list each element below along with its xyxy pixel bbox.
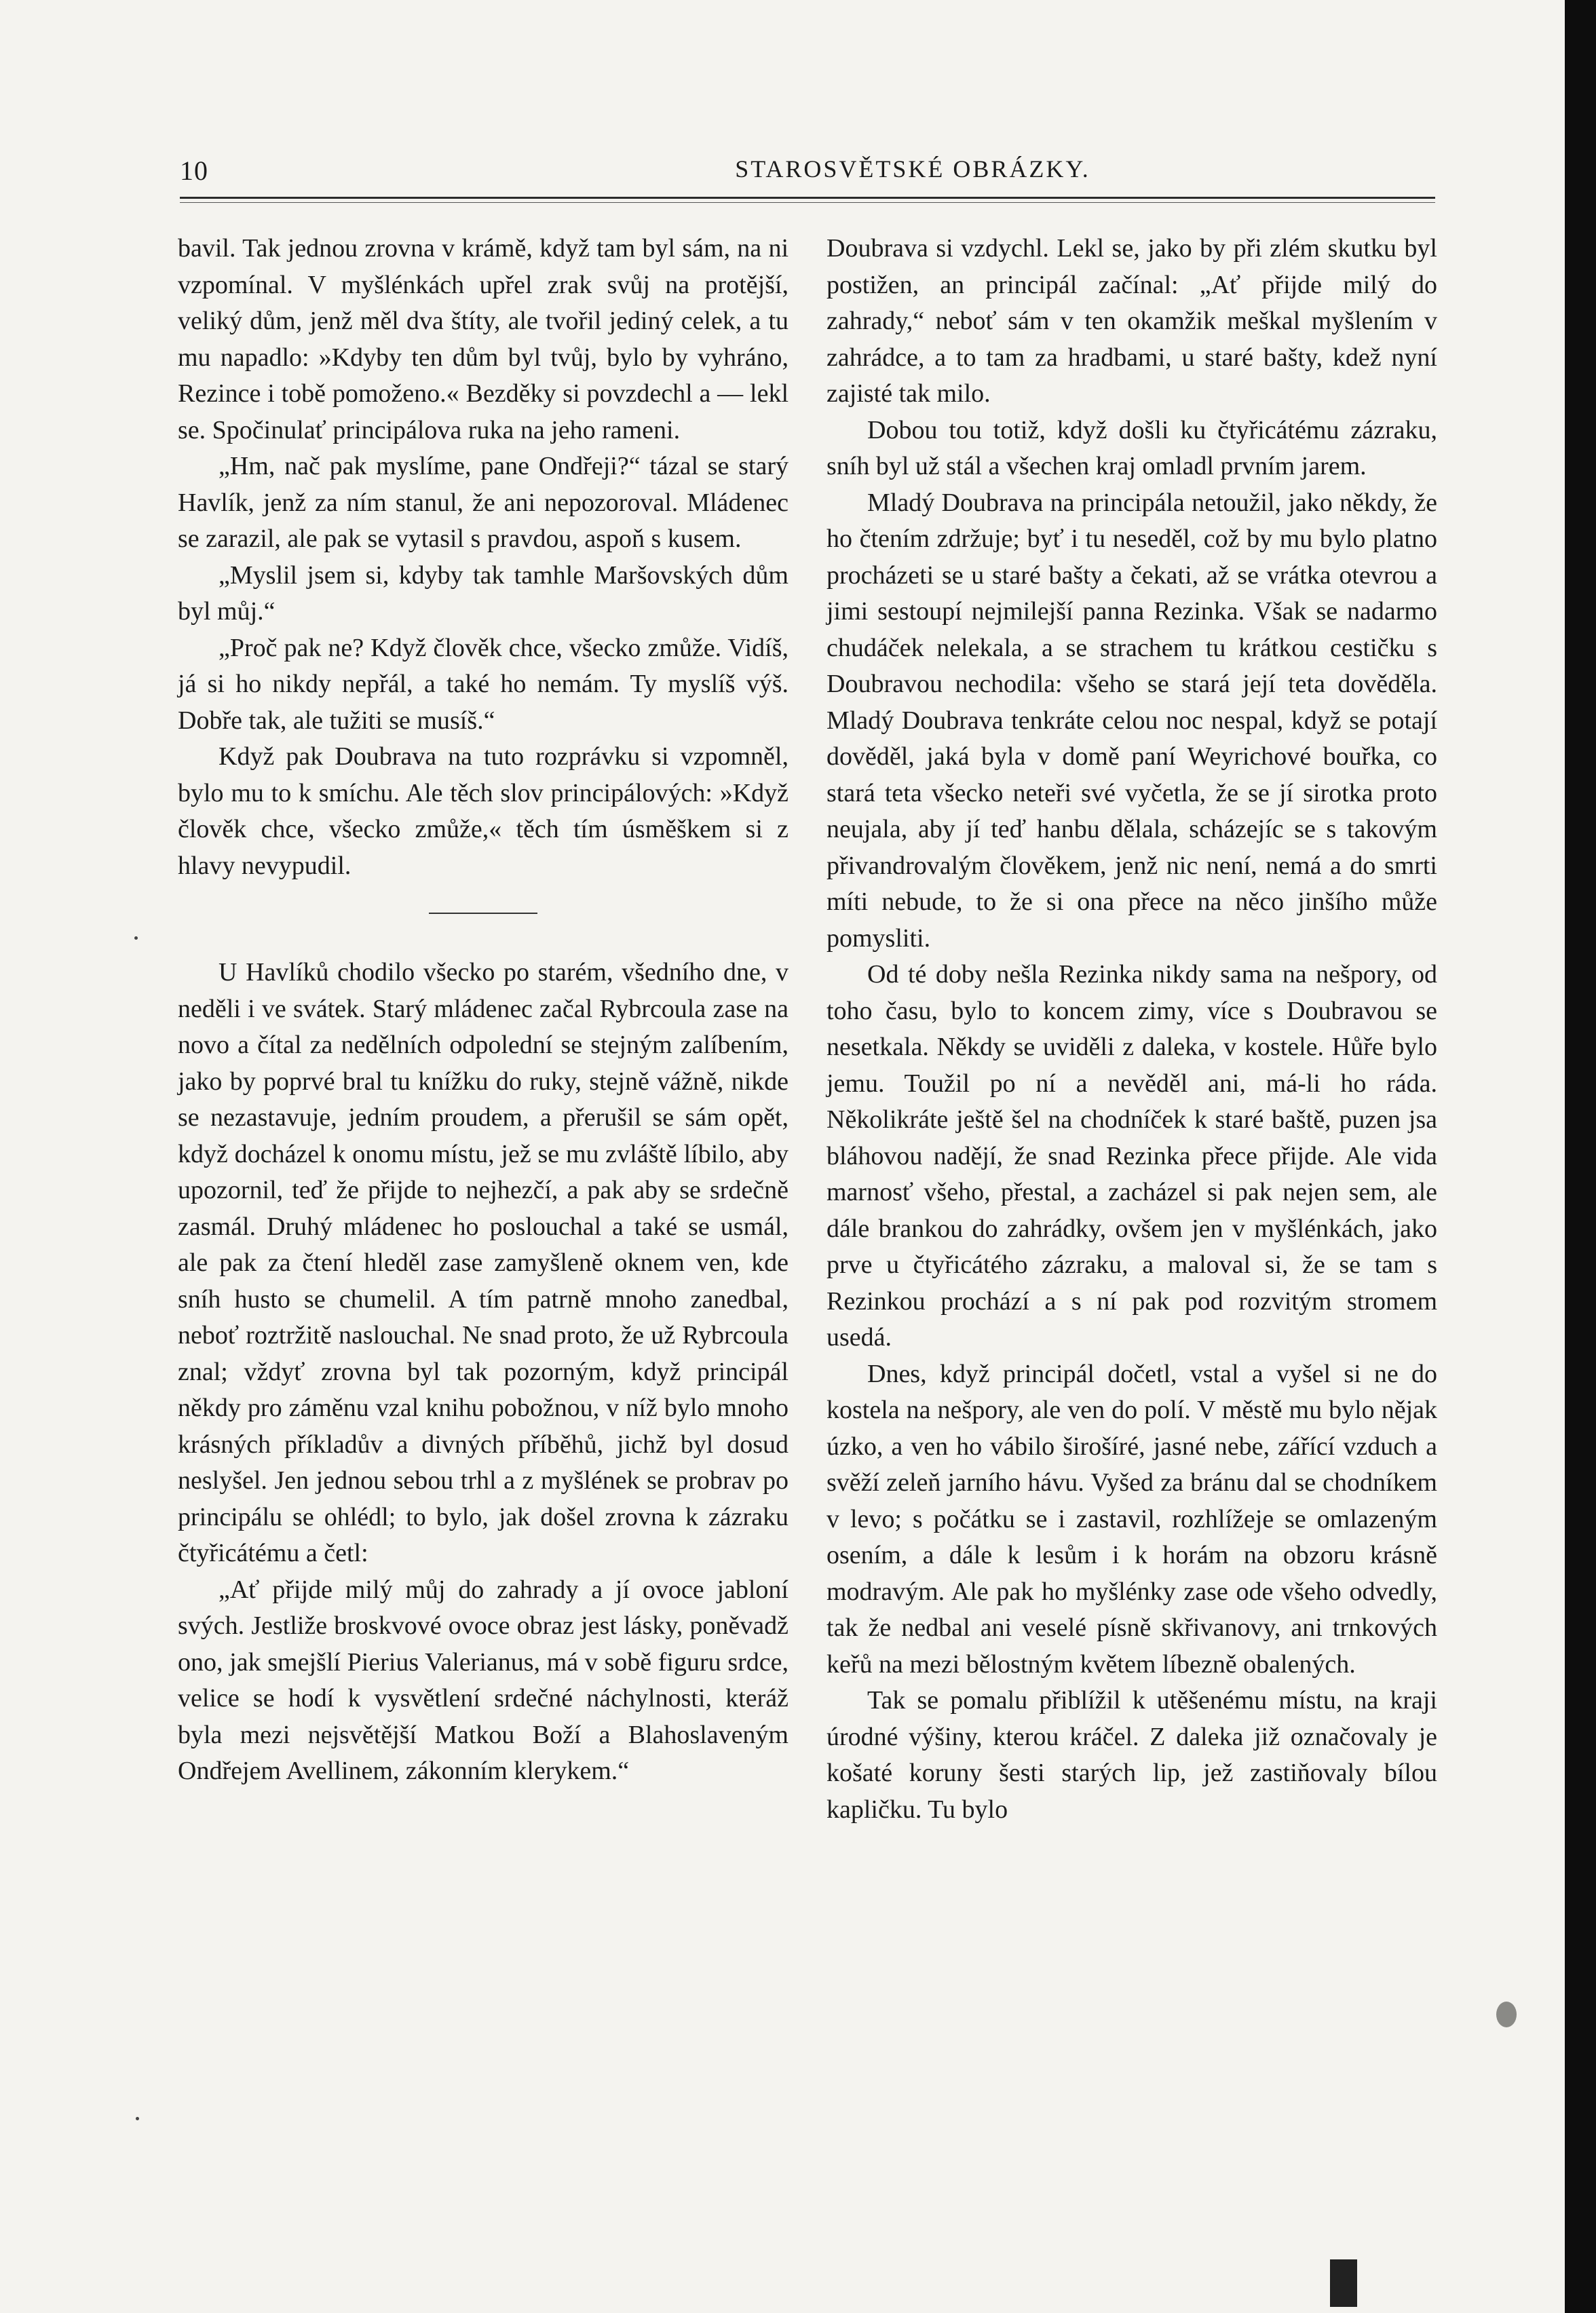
right-column — [826, 231, 1437, 1828]
section-divider — [429, 913, 537, 914]
paragraph: U Havlíků chodilo všecko po starém, všedního dne, v neděli i ve svátek. Starý mládenec začal Rybrcoula zase na novo a čítal za nedělních odpolední se stejným zalíbením, jako by poprvé bral tu knížku do ruky, stejně vážně, nikde se nezastavuje, jedním proudem, a přerušil se sám opět, když docházel k onomu místu, jež se mu zvláště líbilo, aby upozornil, teď že přijde to nejhezčí, a pak aby se srdečně zasmál. Druhý mládenec ho poslouchal a také se usmál, ale pak za čtení hleděl zase zamyšleně oknem ven, kde sníh husto se chumelil. A tím patrně mnoho zanedbal, neboť roztržitě naslouchal. Ne snad proto, že už Rybrcoula znal; vždyť zrovna byl tak pozorným, když principál někdy pro záměnu vzal knihu pobožnou, v níž bylo mnoho krásných příkladův a divných příběhů, jichž byl dosud neslyšel. Jen jednou sebou trhl a z myšlének se probrav po principálu se ohlédl; to bylo, jak došel zrovna k zázraku čtyřicátému a četl: — [178, 958, 788, 1567]
paragraph: bavil. Tak jednou zrovna v krámě, když tam byl sám, na ni vzpomínal. V myšlénkách upřel zrak svůj na protější, veliký dům, jenž měl dva štíty, ale tvořil jediný celek, a tu mu napadlo: »Kdyby ten dům byl tvůj, bylo by vyhráno, Rezince i tobě pomoženo.« Bezděky si povzdechl a — lekl se. Spočinulať principálova ruka na jeho rameni. — [178, 234, 788, 444]
paragraph: „Myslil jsem si, kdyby tak tamhle Maršovských dům byl můj.“ — [178, 560, 788, 626]
running-title: STAROSVĚTSKÉ OBRÁZKY. — [735, 155, 1090, 183]
paragraph: Od té doby nešla Rezinka nikdy sama na nešpory, od toho času, bylo to koncem zimy, více s Doubravou se nesetkala. Někdy se uviděli z daleka, v kostele. Hůře bylo jemu. Toužil po ní a nevěděl ani, má-li ho ráda. Několikráte ještě šel na chodníček k staré baště, puzen jsa bláhovou nadějí, že snad Rezinka přece přijde. Ale vida marnosť všeho, přestal, a zacházel si pak nejen sem, ale dále brankou do zahrádky, ovšem jen v myšlénkách, jako prve u čtyřicátého zázraku, a maloval si, že se tam s Rezinkou prochází a s ní pak pod rozvitým stromem usedá. — [826, 960, 1437, 1352]
page-header — [180, 155, 1435, 195]
left-column — [178, 231, 788, 1790]
page-number: 10 — [180, 155, 208, 186]
paragraph: „Proč pak ne? Když člověk chce, všecko zmůže. Vidíš, já si ho nikdy nepřál, a také ho nemám. Ty myslíš výš. Dobře tak, ale tužiti se musíš.“ — [178, 633, 788, 735]
paragraph: Dnes, když principál dočetl, vstal a vyšel si ne do kostela na nešpory, ale ven do polí. V městě mu bylo nějak úzko, a ven ho vábilo širošíré, jasné nebe, zářící vzduch a svěží zeleň jarního hávu. Vyšed za bránu dal se chodníkem v levo; s počátku se i zastavil, rozhlížeje se omlazeným osením, a dále k lesům i k horám na obzoru krásně modravým. Ale pak ho myšlénky zase ode všeho odvedly, tak že nedbal ani veselé písně skřivanovy, ani trnkových keřů na mezi bělostným květem líbezně obalených. — [826, 1359, 1437, 1679]
paragraph: „Hm, nač pak myslíme, pane Ondřeji?“ tázal se starý Havlík, jenž za ním stanul, že ani nepozoroval. Mládenec se zarazil, ale pak se vytasil s pravdou, aspoň s kusem. — [178, 452, 788, 553]
header-rule — [180, 197, 1435, 199]
paragraph: „Ať přijde milý můj do zahrady a jí ovoce jabloní svých. Jestliže broskvové ovoce obraz jest lásky, poněvadž ono, jak smejšlí Pierius Valerianus, má v sobě figuru srdce, velice se hodí k vysvětlení srdečné náchylnosti, kteráž byla mezi nejsvětější Matkou Boží a Blahoslaveným Ondřejem Avellinem, zákonním klerykem.“ — [178, 1575, 788, 1785]
scan-speck — [134, 936, 138, 940]
scan-speck — [1496, 2002, 1517, 2027]
paragraph: Dobou tou totiž, když došli ku čtyřicátému zázraku, sníh byl už stál a všechen kraj omladl prvním jarem. — [826, 415, 1437, 480]
paragraph: Když pak Doubrava na tuto rozprávku si vzpomněl, bylo mu to k smíchu. Ale těch slov principálových: »Když člověk chce, všecko zmůže,« těch tím úsměškem si z hlavy nevypudil. — [178, 742, 788, 880]
paragraph: Tak se pomalu přiblížil k utěšenému místu, na kraji úrodné výšiny, kterou kráčel. Z daleka již označovaly je košaté koruny šesti starých lip, jež zastiňovaly bílou kapličku. Tu bylo — [826, 1686, 1437, 1824]
header-rule-thin — [180, 202, 1435, 203]
scan-speck — [136, 2117, 139, 2120]
scan-edge — [1565, 0, 1596, 2313]
paragraph: Mladý Doubrava na principála netoužil, jako někdy, že ho čtením zdržuje; byť i tu neseděl, což by mu bylo platno procházeti se u staré bašty a čekati, až se vrátka otevrou a jimi sestoupí nejmilejší panna Rezinka. Však se nadarmo chudáček nelekala, a se strachem tu krátkou cestičku s Doubravou nechodila: všeho se stará její teta dověděla. Mladý Doubrava tenkráte celou noc nespal, když se potají dověděl, jaká byla v domě paní Weyrichové bouřka, co stará teta všecko neteři své vyčetla, že se jí sirotka proto neujala, aby jí teď hanbu dělala, scházejíc se s takovým přivandrovalým člověkem, jenž nic není, nemá a do smrti míti nebude, to že si ona přece na něco jinšího může pomysliti. — [826, 488, 1437, 953]
paragraph: Doubrava si vzdychl. Lekl se, jako by při zlém skutku byl postižen, an principál začínal: „Ať přijde milý do zahrady,“ neboť sám v ten okamžik meškal myšlením v zahrádce, a to tam za hradbami, u staré bašty, kdež nyní zajisté tak milo. — [826, 234, 1437, 408]
scan-speck — [1330, 2259, 1357, 2307]
